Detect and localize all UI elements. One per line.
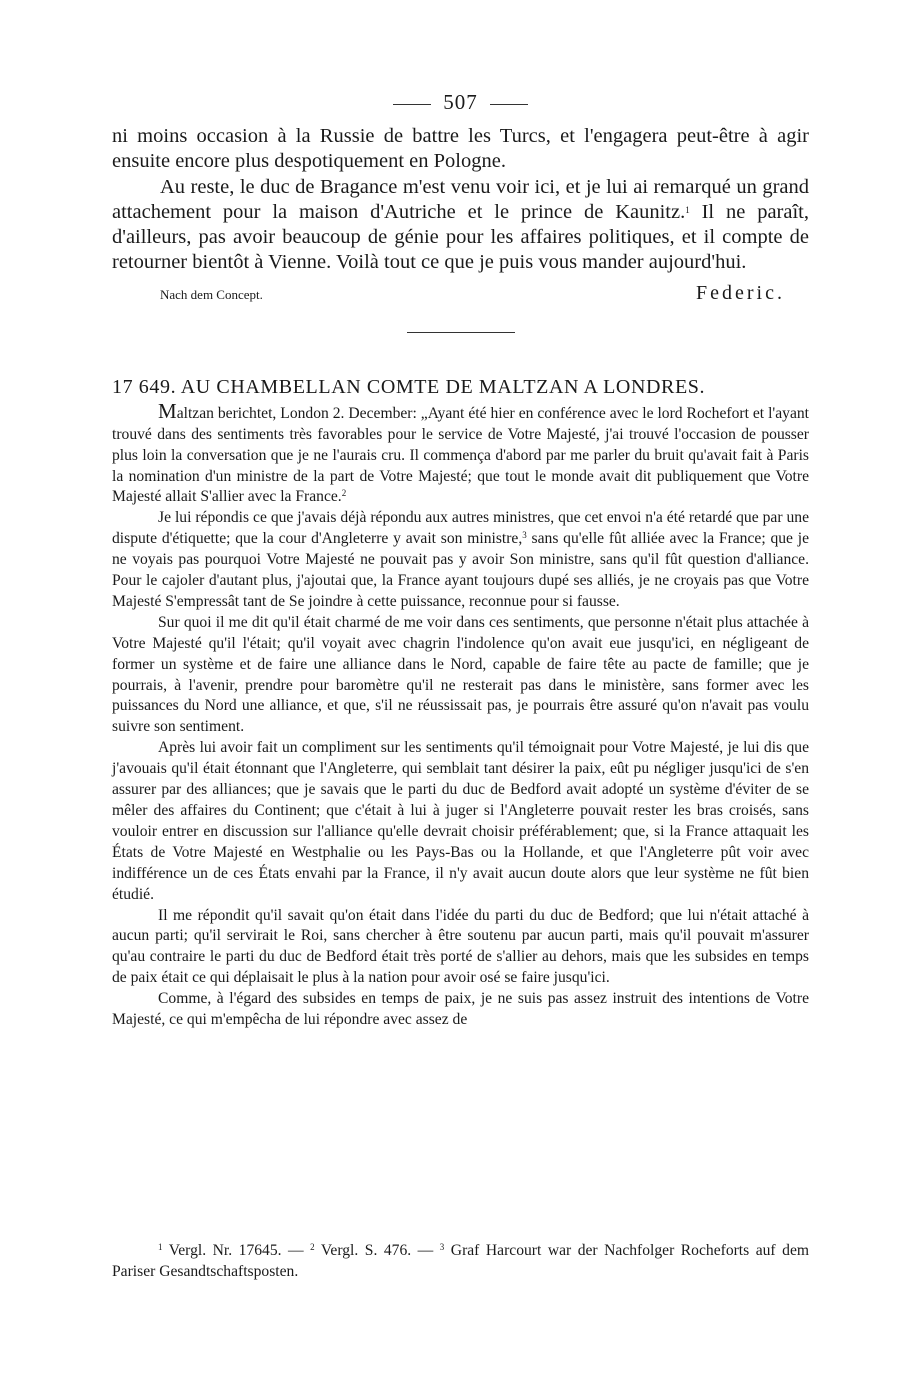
letter-title: AU CHAMBELLAN COMTE DE MALTZAN A LONDRES. bbox=[180, 375, 706, 398]
lead-paragraph-2-text-a: Au reste, le duc de Bragance m'est venu voir ici, et je lui ai remarqué un grand attachement pour la maison d'Autriche et le prince de Kaunitz. bbox=[112, 175, 809, 223]
footnote-ref-1: 1 bbox=[685, 204, 690, 215]
letter-paragraph-6: Comme, à l'égard des subsides en temps de paix, je ne suis pas assez instruit des intentions de Votre Majesté, ce qui m'empêcha de lui répondre avec assez de bbox=[112, 990, 809, 1029]
letter-paragraph-3: Sur quoi il me dit qu'il était charmé de me voir dans ces sentiments, que personne n'était plus attachée à Votre Majesté qu'il l'était; qu'il voyait avec chagrin l'indolence qu'on avait eue jusqu'ici, en négligeant de former un système et de faire une alliance dans le Nord, capable de faire tête au pacte de famille; que je pourrais, à l'avenir, prendre pour baromètre qu'il ne resterait pas dans le ministère, sans former avec les puissances du Nord une alliance, et que, s'il ne réussissait pas, je pourrais être assuré qu'on n'avait pas voulu suivre son sentiment. bbox=[112, 613, 809, 736]
page bbox=[112, 84, 809, 1031]
header-dash-right bbox=[490, 104, 528, 105]
letter-paragraph-1 bbox=[112, 398, 809, 509]
page-header bbox=[112, 84, 809, 124]
footnote-3: Graf Harcourt war der Nachfolger Rocheforts auf dem Pariser Gesandtschaftsposten. bbox=[112, 1242, 809, 1280]
signature: Federic. bbox=[696, 281, 785, 304]
footnote-3-marker: 3 bbox=[439, 1242, 445, 1252]
previous-letter-ending bbox=[112, 124, 809, 276]
lead-paragraph-1: ni moins occasion à la Russie de battre les Turcs, et l'engagera peut-être à agir ensuite encore plus despotiquement en Pologne. bbox=[112, 125, 809, 173]
letter-paragraph-2-text-b: sans qu'elle fût alliée avec la France; que je ne voyais pas pourquoi Votre Majesté ne pouvait pas y avoir Son ministre, sans qu'il fût question d'alliance. Pour le cajoler d'autant plus, j'ajoutai que, la France ayant toujours dupé ses alliés, je ne croyais pas que Votre Majesté S'empressât tant de Se joindre à cette puissance, reconnue pour si fausse. bbox=[112, 530, 809, 610]
footnote-2-marker: 2 bbox=[310, 1242, 315, 1252]
initial-letter: M bbox=[158, 398, 177, 423]
footnote-1: Vergl. Nr. 17645. — bbox=[162, 1242, 311, 1259]
footnote-1-marker: 1 bbox=[158, 1242, 163, 1252]
footnote-2: Vergl. S. 476. — bbox=[314, 1242, 440, 1259]
footnotes bbox=[112, 1240, 809, 1282]
page-number: 507 bbox=[443, 90, 478, 114]
letter-heading bbox=[112, 373, 809, 401]
letter-paragraph-4: Après lui avoir fait un compliment sur les sentiments qu'il témoignait pour Votre Majesté, je lui dis que j'avouais qu'il était étonnant que l'Angleterre, qui semblait tant désirer la paix, eût pu négliger jusqu'ici de s'en assurer par des alliances; que je savais que le parti du duc de Bedford avait adopté un système d'éviter de se mêler des affaires du Continent; que c'était à lui à juger si l'Angleterre pouvait rester les bras croisés, sans vouloir entrer en discussion sur l'alliance qu'elle devrait choisir préférablement; que, si la France attaquait les États de Votre Majesté en Westphalie ou les Pays-Bas ou la Hollande, et que l'Angleterre pût voir avec indifférence un de ces États envahi par la France, il n'y avait aucun doute alors que leur système ne fût bien étudié. bbox=[112, 739, 809, 903]
section-divider bbox=[407, 332, 515, 333]
letter-body bbox=[112, 398, 809, 1031]
letter-paragraph-2-text-a: Je lui répondis ce que j'avais déjà répondu aux autres ministres, que cet envoi n'a été retardé que par une dispute d'étiquette; que la cour d'Angleterre y avait son ministre, bbox=[112, 509, 809, 548]
lead-paragraph-2 bbox=[112, 175, 809, 276]
signature-line bbox=[112, 282, 809, 308]
footnote-ref-2: 2 bbox=[341, 488, 347, 499]
letter-paragraph-1-text: altzan berichtet, London 2. December: „Ayant été hier en conférence avec le lord Rochefort et l'ayant trouvé dans des sentiments très favorables pour le service de Votre Majesté, j'ai trouvé l'occasion de pousser plus loin la conversation que je ne l'aurais cru. Il commença d'abord par me parler du bruit qu'avait fait à Paris la nomination d'un ministre de la part de Votre Majesté; que tout le monde avait dit publiquement que Votre Majesté allait S'allier avec la France. bbox=[112, 404, 809, 506]
footnote-ref-3: 3 bbox=[522, 530, 527, 541]
lead-paragraph-2-text-b: Il ne paraît, d'ailleurs, pas avoir beaucoup de génie pour les affaires politiques, et il compte de retourner bientôt à Vienne. Voilà tout ce que je puis vous mander aujourd'hui. bbox=[112, 200, 809, 274]
letter-paragraph-5: Il me répondit qu'il savait qu'on était dans l'idée du parti du duc de Bedford; que lui n'était attaché à aucun parti; qu'il servirait le Roi, sans chercher à être soutenu par aucun parti, mais qu'il pouvait m'assurer qu'au contraire le parti du duc de Bedford était très porté de s'allier au dehors, mais que les subsides en temps de paix était ce qui déplaisait le plus à la nation pour avoir osé se faire jusqu'ici. bbox=[112, 906, 809, 987]
footnote-text bbox=[112, 1240, 809, 1282]
header-dash-left bbox=[393, 104, 431, 105]
source-note: Nach dem Concept. bbox=[160, 286, 263, 302]
letter-paragraph-2 bbox=[112, 508, 809, 613]
letter-number: 17 649. bbox=[112, 375, 177, 398]
